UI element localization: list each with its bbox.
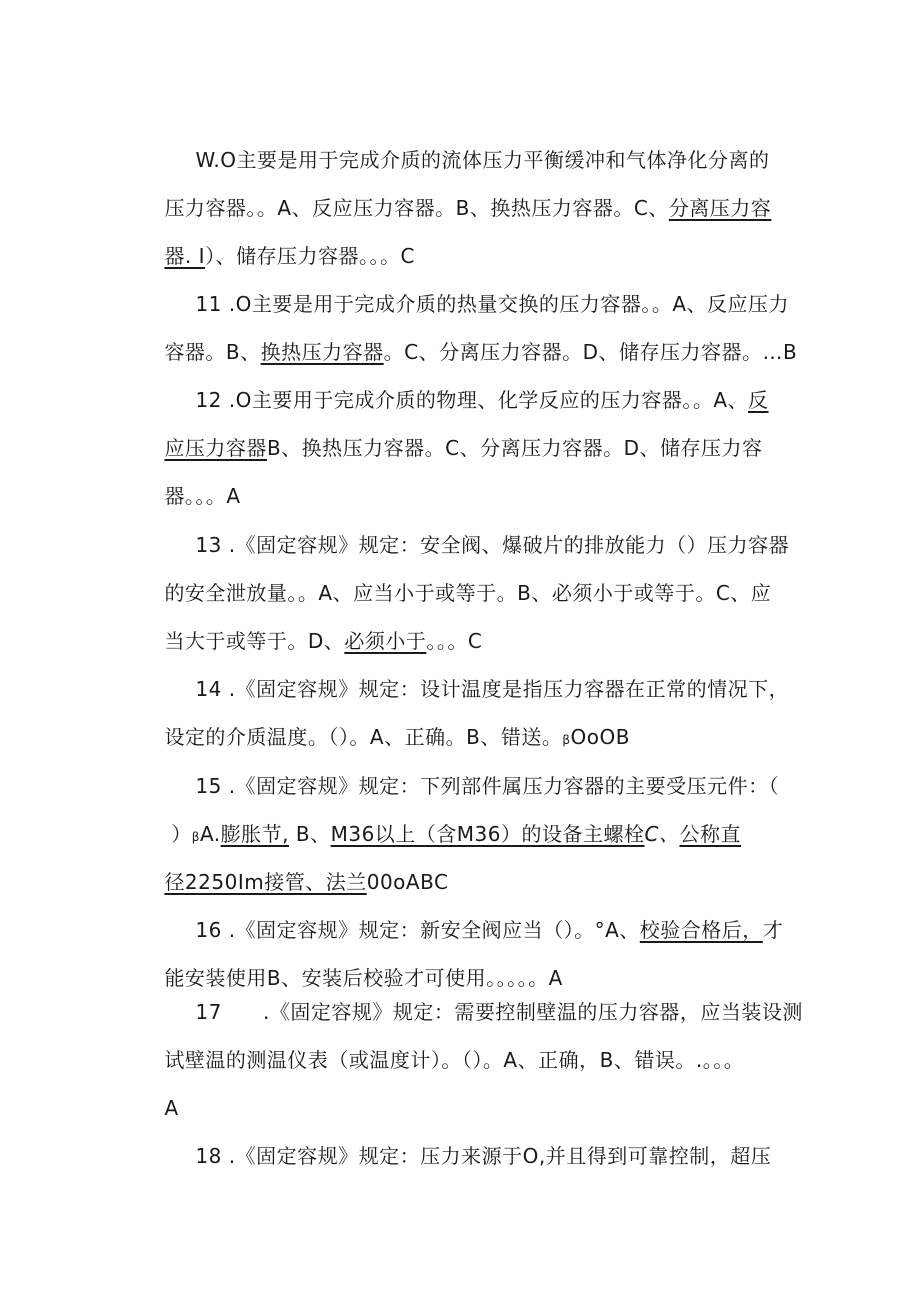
text-span: 11 .O主要是用于完成介质的热量交换的压力容器。。A、反应压力	[195, 292, 790, 316]
text-span: 00oABC	[366, 870, 449, 894]
answer-underline: 校验合格后，	[639, 918, 763, 942]
text-span: 当大于或等于。D、	[164, 629, 345, 653]
answer-underline: 必须小于	[344, 629, 427, 653]
text-span: OoOB	[570, 725, 630, 749]
text-span: β	[562, 733, 571, 747]
text-span: 压力容器。。A、反应压力容器。B、换热压力容器。C、	[164, 196, 669, 220]
text-span: 14 .《固定容规》规定：设计温度是指压力容器在正常的情况下，	[195, 677, 790, 701]
text-span: 才	[762, 918, 784, 942]
answer-underline: 公称直	[679, 822, 741, 846]
text-span: 的安全泄放量。。A、应当小于或等于。B、必须小于或等于。C、应	[164, 581, 772, 605]
q18-line-1	[168, 1114, 771, 1198]
text-span: B、换热压力容器。C、分离压力容器。D、储存压力容	[266, 436, 763, 460]
answer-underline: 径2250Im接管、法兰	[164, 870, 367, 894]
text-span: 17 .《固定容规》规定：需要控制壁温的压力容器，应当装设测	[195, 1000, 803, 1024]
text-span: A	[164, 1096, 179, 1120]
text-span: W.O主要是用于完成介质的流体压力平衡缓冲和气体净化分离的	[195, 148, 770, 172]
answer-underline: 分离压力容	[668, 196, 772, 220]
answer-underline: 器. I	[164, 244, 206, 268]
answer-underline: M36以上（含M36）的设备主螺栓	[330, 822, 645, 846]
answer-underline: 反	[748, 388, 769, 412]
answer-underline: 换热压力容器	[260, 340, 384, 364]
text-span: 容器。B、	[164, 340, 261, 364]
text-span: 16 .《固定容规》规定：新安全阀应当（）。°A、	[195, 918, 640, 942]
text-span: 设定的介质温度。（）。A、正确。B、错送。	[164, 725, 563, 749]
text-span: 。C、分离压力容器。D、储存压力容器。…B	[383, 340, 798, 364]
text-span: 15 .《固定容规》规定：下列部件属压力容器的主要受压元件：（	[195, 774, 780, 798]
text-span: A.	[199, 822, 221, 846]
answer-underline: 应压力容器	[164, 436, 267, 460]
text-span: 13 .《固定容规》规定：安全阀、爆破片的排放能力（）压力容器	[195, 533, 790, 557]
text-span: 12 .O主要用于完成介质的物理、化学反应的压力容器。。A、	[195, 388, 749, 412]
text-span: ）	[164, 822, 192, 846]
text-span: ）、储存压力容器。。。C	[205, 244, 416, 268]
text-span: 器。。。A	[164, 484, 241, 508]
text-span: 能安装使用B、安装后校验才可使用。。。。。A	[164, 966, 563, 990]
text-span: C、	[644, 822, 680, 846]
answer-underline: 膨胀节,	[220, 822, 290, 846]
text-span: B、	[289, 822, 331, 846]
text-span: 18 .《固定容规》规定：压力来源于O,并且得到可靠控制，超压	[195, 1144, 772, 1168]
q17-line-2	[137, 1018, 744, 1102]
text-span: β	[191, 830, 200, 844]
text-span: 试壁温的测温仪表（或温度计）。（）。A、正确，B、错误。.。。。	[164, 1048, 745, 1072]
text-span: 。。。C	[426, 629, 483, 653]
